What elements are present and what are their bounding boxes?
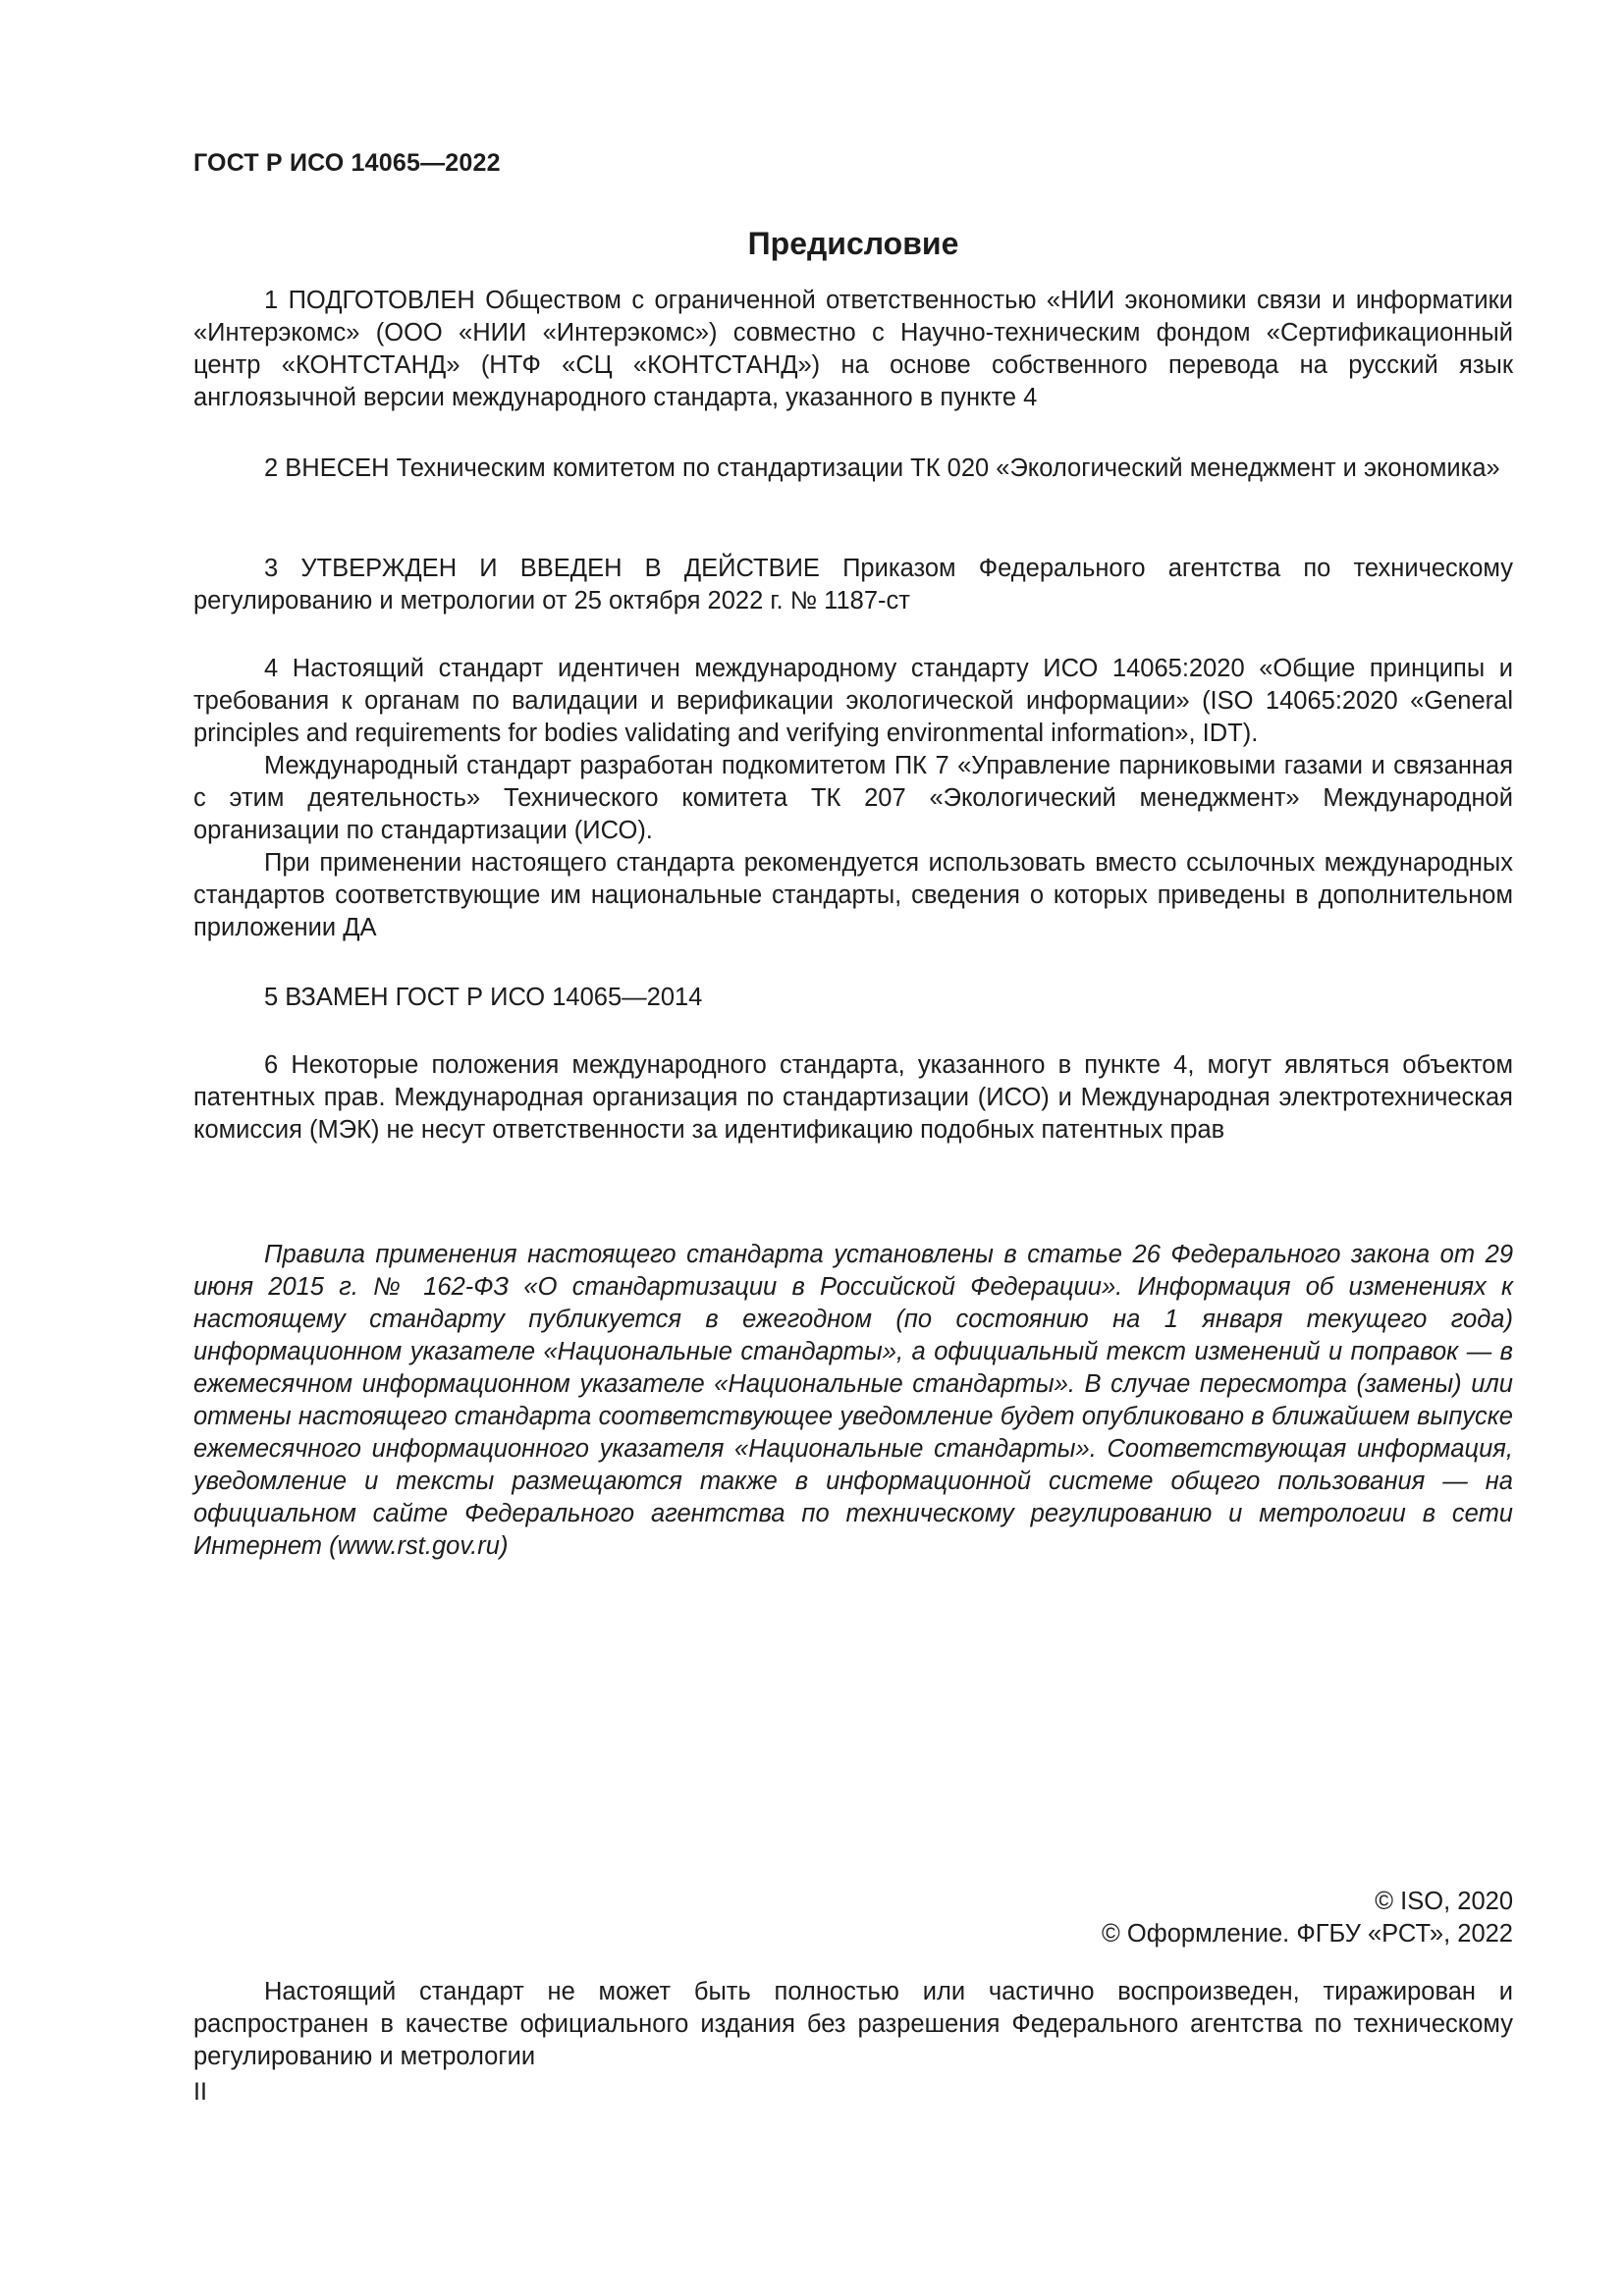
- page-number: II: [193, 2078, 207, 2106]
- document-id: ГОСТ Р ИСО 14065—2022: [193, 149, 501, 177]
- preface-item-4-paragraph-2: Международный стандарт разработан подкомитетом ПК 7 «Управление парниковыми газами и связанная с этим деятельность» Технического комитета ТК 207 «Экологический менеджмент» Международной организации по стандартизации (ИСО).: [193, 752, 1513, 844]
- preface-item-4-paragraph-3: При применении настоящего стандарта рекомендуется использовать вместо ссылочных международных стандартов соответствующие им национальные стандарты, сведения о которых приведены в дополнительном приложении ДА: [193, 849, 1513, 941]
- preface-item-2: 2 ВНЕСЕН Техническим комитетом по стандартизации ТК 020 «Экологический менеджмент и экономика»: [264, 454, 1500, 482]
- preface-title: Предисловие: [747, 226, 959, 261]
- copyright-rst: © Оформление. ФГБУ «РСТ», 2022: [1102, 1920, 1513, 1948]
- preface-item-4-paragraph-1: 4 Настоящий стандарт идентичен международному стандарту ИСО 14065:2020 «Общие принципы и требования к органам по валидации и верификации экологической информации» (ISO 14065:2020 «General principles and requirements for bodies validating and verifying environmental information», IDT).: [193, 655, 1513, 747]
- preface-item-1: 1 ПОДГОТОВЛЕН Обществом с ограниченной ответственностью «НИИ экономики связи и информатики «Интерэкомс» (ООО «НИИ «Интерэкомс») совместно с Научно-техническим фондом «Сертификационный центр «КОНТСТАНД» (НТФ «СЦ «КОНТСТАНД») на основе собственного перевода на русский язык англоязычной версии международного стандарта, указанного в пункте 4: [193, 287, 1513, 411]
- reproduction-restriction: Настоящий стандарт не может быть полностью или частично воспроизведен, тиражирован и распространен в качестве официального издания без разрешения Федерального агентства по техническому регулированию и метрологии: [193, 1978, 1513, 2070]
- preface-item-6: 6 Некоторые положения международного стандарта, указанного в пункте 4, могут являться объектом патентных прав. Международная организация по стандартизации (ИСО) и Международная электротехническая комиссия (МЭК) не несут ответственности за идентификацию подобных патентных прав: [193, 1051, 1513, 1144]
- preface-item-5: 5 ВЗАМЕН ГОСТ Р ИСО 14065—2014: [264, 984, 703, 1011]
- copyright-iso: © ISO, 2020: [1375, 1888, 1513, 1915]
- preface-item-3: 3 УТВЕРЖДЕН И ВВЕДЕН В ДЕЙСТВИЕ Приказом Федерального агентства по техническому регулированию и метрологии от 25 октября 2022 г. № 1187-ст: [193, 555, 1513, 614]
- rules-note: Правила применения настоящего стандарта установлены в статье 26 Федерального закона от 29 июня 2015 г. № 162-ФЗ «О стандартизации в Российской Федерации». Информация об изменениях к настоящему стандарту публикуется в ежегодном (по состоянию на 1 января текущего года) информационном указателе «Национальные стандарты», а официальный текст изменений и поправок — в ежемесячном информационном указателе «Национальные стандарты». В случае пересмотра (замены) или отмены настоящего стандарта соответствующее уведомление будет опубликовано в ближайшем выпуске ежемесячного информационного указателя «Национальные стандарты». Соответствующая информация, уведомление и тексты размещаются также в информационной системе общего пользования — на официальном сайте Федерального агентства по техническому регулированию и метрологии в сети Интернет (www.rst.gov.ru): [193, 1241, 1513, 1560]
- document-page: [193, 0, 1513, 2296]
